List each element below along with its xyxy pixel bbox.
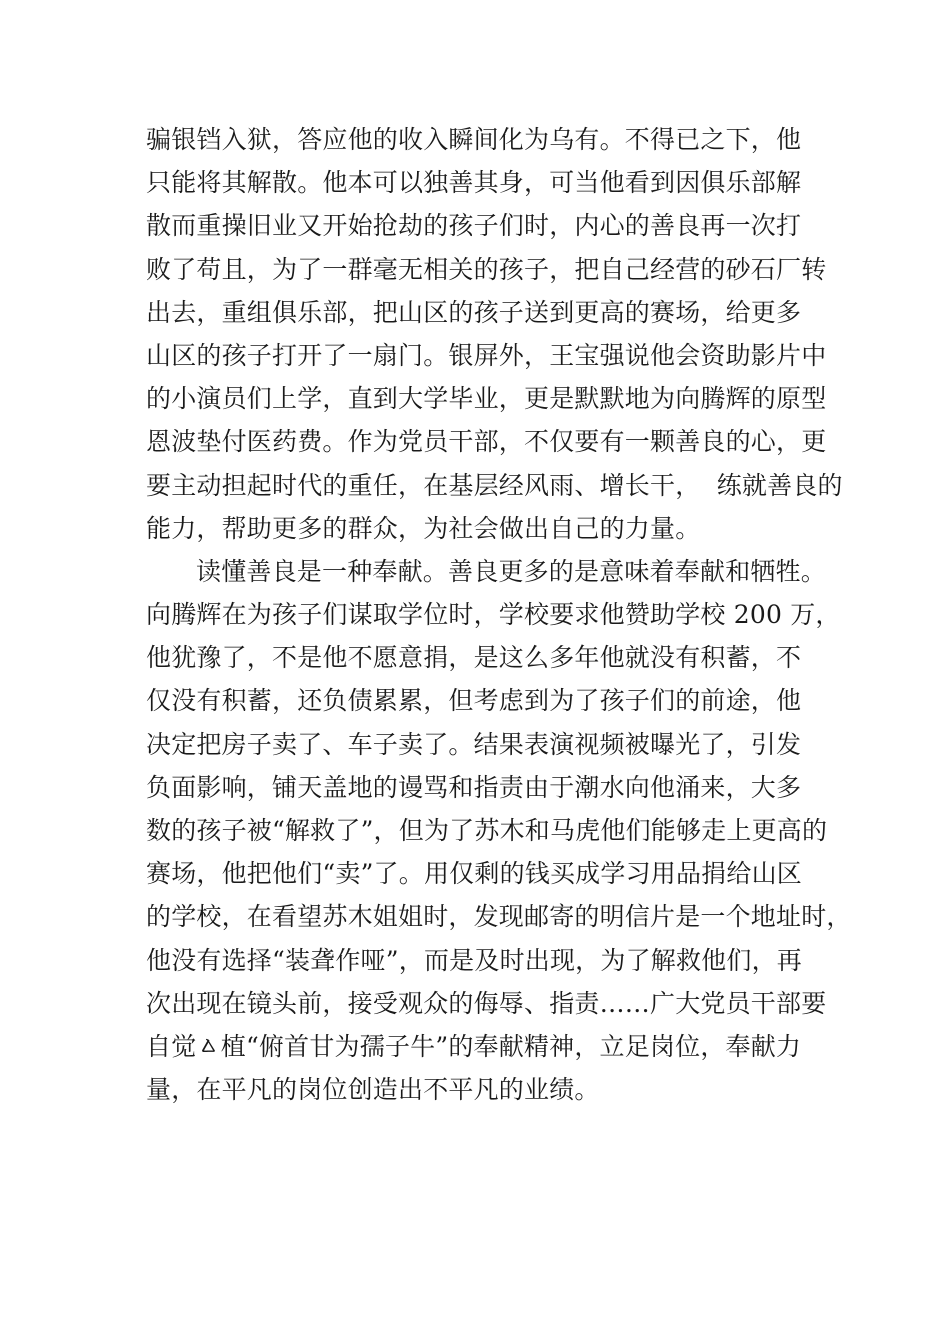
paragraph-start-line: 读懂善良是一种奉献。善良更多的是意味着奉献和牺牲。: [196, 556, 827, 586]
text-line: 要主动担起时代的重任，在基层经风雨、增长干， 练就善良的: [146, 470, 843, 500]
text-line: 的学校，在看望苏木姐姐时，发现邮寄的明信片是一个地址时，: [146, 902, 852, 932]
text-line: 他犹豫了，不是他不愿意捐，是这么多年他就没有积蓄，不: [146, 643, 802, 673]
text-line: 赛场，他把他们“卖”了。用仅剩的钱买成学习用品捐给山区: [146, 859, 802, 889]
text-line: 负面影响，铺天盖地的谩骂和指责由于潮水向他涌来，大多: [146, 772, 802, 802]
text-line: 骗银铛入狱，答应他的收入瞬间化为乌有。不得已之下，他: [146, 125, 802, 154]
text-line: 出去，重组俱乐部，把山区的孩子送到更高的赛场，给更多: [146, 297, 802, 327]
text-line: 数的孩子被“解救了”，但为了苏木和马虎他们能够走上更高的: [146, 816, 828, 845]
text-line: 散而重操旧业又开始抢劫的孩子们时，内心的善良再一次打: [146, 211, 802, 241]
text-line: 次出现在镜头前，接受观众的侮辱、指责……广大党员干部要: [146, 988, 827, 1018]
text-line: 山区的孩子打开了一扇门。银屏外，王宝强说他会资助影片中: [146, 340, 827, 370]
text-line: 恩波垫付医药费。作为党员干部，不仅要有一颗善良的心，更: [146, 427, 827, 457]
text-line: 自觉ㅿ植“俯首甘为孺子牛”的奉献精神，立足岗位，奉献力: [146, 1031, 802, 1061]
text-line: 决定把房子卖了、车子卖了。结果表演视频被曝光了，引发: [146, 729, 802, 759]
text-line: 量，在平凡的岗位创造出不平凡的业绩。: [146, 1075, 600, 1105]
text-line: 败了苟且，为了一群毫无相关的孩子，把自己经营的砂石厂转: [146, 254, 827, 284]
text-line: 只能将其解散。他本可以独善其身，可当他看到因俱乐部解: [146, 168, 802, 198]
text-line: 他没有选择“装聋作哑”，而是及时出现，为了解救他们，再: [146, 945, 802, 975]
text-line: 能力，帮助更多的群众，为社会做出自己的力量。: [146, 513, 701, 543]
text-line: 向腾辉在为孩子们谋取学位时，学校要求他赞助学校 200 万，: [146, 600, 841, 630]
body-text: [146, 118, 852, 1111]
text-line: 仅没有积蓄，还负债累累，但考虑到为了孩子们的前途，他: [146, 686, 802, 716]
text-line: 的小演员们上学，直到大学毕业，更是默默地为向腾辉的原型: [146, 384, 827, 414]
